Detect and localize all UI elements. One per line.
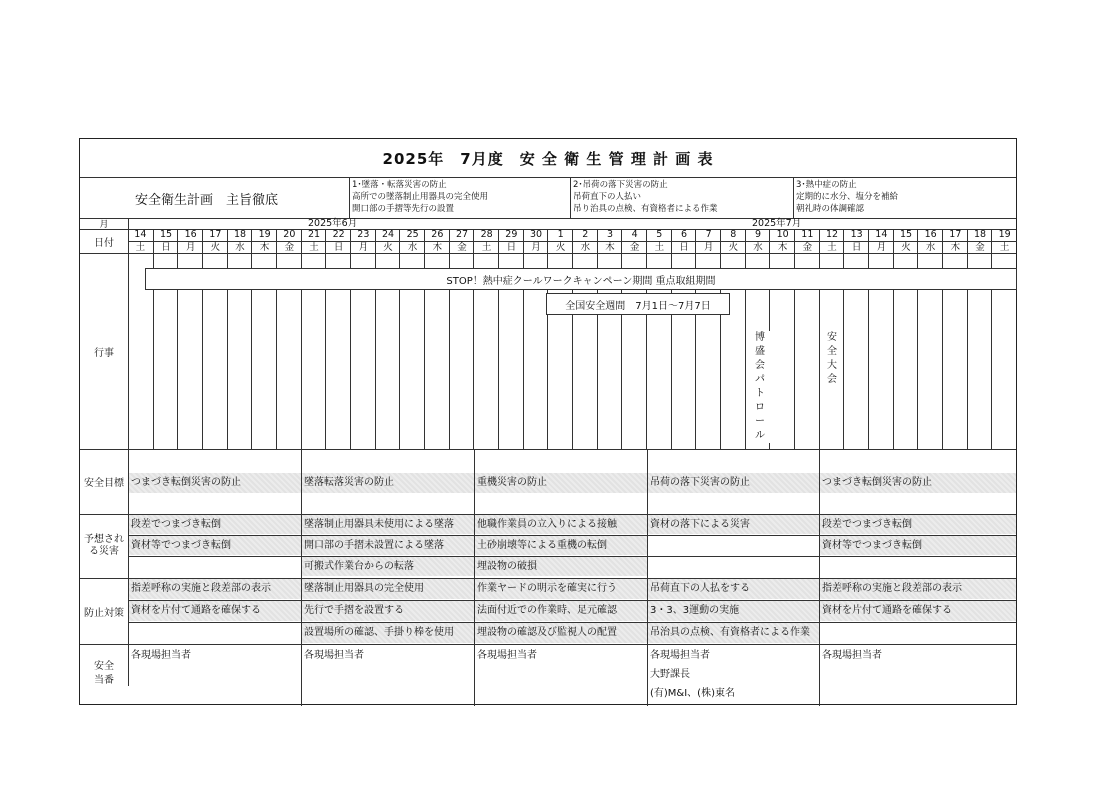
day-number: 18: [968, 229, 993, 242]
day-number: 24: [376, 229, 401, 242]
day-number: 10: [770, 229, 795, 242]
day-weekday: 月: [531, 242, 541, 253]
day-cell: [449, 229, 475, 253]
measure-cell: 墜落制止用器具の完全使用: [302, 579, 474, 599]
hazard-cell: 資材の落下による災害: [648, 515, 819, 534]
day-number: 26: [425, 229, 450, 242]
duty-cell: [304, 646, 364, 665]
day-weekday: 土: [827, 242, 837, 253]
day-cell: [942, 229, 968, 253]
duty-person: 大野課長: [650, 669, 690, 680]
day-cell: [671, 229, 697, 253]
day-number: 29: [499, 229, 524, 242]
day-number: 9: [746, 229, 771, 242]
day-cell: [695, 229, 721, 253]
hazard-cell: 墜落制止用器具未使用による墜落: [302, 515, 474, 534]
day-weekday: 日: [679, 242, 689, 253]
day-number: 20: [277, 229, 302, 242]
safety-rally-event: 安全大会: [822, 331, 842, 387]
day-number: 5: [647, 229, 672, 242]
day-weekday: 金: [284, 242, 295, 253]
patrol-event: 博盛会パトロール: [750, 331, 770, 443]
day-weekday: 水: [580, 242, 591, 253]
day-number: 15: [894, 229, 919, 242]
day-cell: [276, 229, 302, 253]
title-text: 安 全 衛 生 管 理 計 画 表: [519, 149, 714, 168]
day-weekday: 日: [506, 242, 517, 253]
day-weekday: 月: [703, 242, 714, 253]
day-weekday: 金: [457, 242, 467, 253]
hazard-cell: 他職作業員の立入りによる接触: [475, 515, 647, 534]
day-cell: [646, 229, 672, 253]
day-cell: [868, 229, 894, 253]
day-weekday: 土: [481, 242, 492, 253]
measure-cell: 法面付近での作業時、足元確認: [475, 601, 647, 621]
hazard-cell: 段差でつまづき転倒: [129, 515, 301, 534]
measure-cell: 埋設物の確認及び監視人の配置: [475, 623, 647, 643]
hazard-cell: 可搬式作業台からの転落: [302, 557, 474, 576]
title-year: 2025年: [382, 149, 445, 168]
hazard-cell: 資材等でつまづき転倒: [820, 536, 1016, 555]
day-weekday: 土: [654, 242, 665, 253]
measure-cell: 先行で手摺を設置する: [302, 601, 474, 621]
day-number: 17: [943, 229, 968, 242]
day-number: 21: [302, 229, 327, 242]
day-number: 13: [844, 229, 869, 242]
measure-cell: [129, 623, 301, 643]
duty-person: 各現場担当者: [304, 650, 364, 661]
duty-person: 各現場担当者: [650, 650, 710, 661]
month-label: 月: [99, 220, 109, 230]
plan-item-1: 1･墜落・転落災害の防止 高所での墜落制止用器具の完全使用 開口部の手摺等先行の設置: [352, 180, 489, 214]
day-number: 4: [622, 229, 647, 242]
day-cell: [917, 229, 943, 253]
measures-label: 防止対策: [84, 607, 124, 619]
hazards-label: 予想される災害: [84, 534, 124, 557]
hazard-cell: 土砂崩壊等による重機の転倒: [475, 536, 647, 555]
campaign-banner: STOP！熱中症クールワークキャンペーン期間 重点取組期間: [145, 268, 1017, 290]
day-weekday: 木: [777, 242, 788, 253]
day-weekday: 金: [629, 242, 640, 253]
day-number: 2: [573, 229, 598, 242]
day-cell: [424, 229, 450, 253]
day-number: 30: [524, 229, 549, 242]
plan-label: 安全衛生計画 主旨徹底: [135, 193, 279, 208]
day-weekday: 土: [999, 242, 1010, 253]
day-weekday: 木: [605, 242, 615, 253]
day-weekday: 土: [309, 242, 319, 253]
day-weekday: 日: [161, 242, 171, 253]
day-number: 1: [548, 229, 573, 242]
page-title: [80, 139, 1016, 177]
day-weekday: 月: [185, 242, 196, 253]
day-number: 14: [869, 229, 894, 242]
duty-person: 各現場担当者: [822, 650, 882, 661]
day-weekday: 火: [901, 242, 911, 253]
measure-cell: 吊治具の点検、有資格者による作業: [648, 623, 819, 643]
duty-cell: [131, 646, 191, 665]
day-cell: [572, 229, 598, 253]
day-cell: [301, 229, 327, 253]
measure-cell: [820, 623, 1016, 643]
duty-cell: [822, 646, 882, 665]
day-number: 15: [154, 229, 179, 242]
duty-person: (有)M&I、(株)東名: [650, 688, 735, 699]
day-cell: [893, 229, 919, 253]
goal-1: つまづき転倒災害の防止: [129, 473, 301, 493]
day-cell: [547, 229, 573, 253]
measure-grid: [80, 578, 1016, 644]
day-weekday: 木: [259, 242, 270, 253]
day-cell: [819, 229, 845, 253]
day-cell: [227, 229, 253, 253]
hazard-cell: [820, 557, 1016, 576]
month-july: 2025年7月: [752, 218, 802, 229]
measure-cell: 設置場所の確認、手掛り棒を使用: [302, 623, 474, 643]
day-number: 27: [450, 229, 475, 242]
day-cell: [128, 229, 153, 253]
day-number: 23: [351, 229, 376, 242]
day-weekday: 水: [407, 242, 418, 253]
goal-5: つまづき転倒災害の防止: [820, 473, 1016, 493]
day-cell: [350, 229, 376, 253]
measure-cell: 資材を片付て通路を確保する: [129, 601, 301, 621]
goal-3: 重機災害の防止: [475, 473, 647, 493]
duty-person: 各現場担当者: [477, 650, 537, 661]
day-cell: [967, 229, 993, 253]
day-weekday: 火: [728, 242, 739, 253]
duty-person: 各現場担当者: [131, 650, 191, 661]
day-cell: [325, 229, 351, 253]
day-cell: [597, 229, 623, 253]
day-cell: [720, 229, 746, 253]
day-cell: [399, 229, 425, 253]
day-cell: [991, 229, 1017, 253]
day-number: 3: [598, 229, 623, 242]
day-cell: [177, 229, 203, 253]
duty-grid: [80, 644, 1016, 704]
measure-cell: 指差呼称の実施と段差部の表示: [820, 579, 1016, 599]
day-cell: [621, 229, 647, 253]
goal-2: 墜落転落災害の防止: [302, 473, 474, 493]
hazard-cell: 開口部の手摺未設置による墜落: [302, 536, 474, 555]
hazard-cell: [648, 536, 819, 555]
day-weekday: 月: [358, 242, 369, 253]
goals-label: 安全目標: [84, 478, 124, 489]
day-number: 19: [992, 229, 1017, 242]
day-cell: [202, 229, 228, 253]
goal-4: 吊荷の落下災害の防止: [648, 473, 819, 493]
day-number: 16: [178, 229, 203, 242]
day-number: 12: [820, 229, 845, 242]
day-cell: [745, 229, 771, 253]
day-cell: [769, 229, 795, 253]
safety-week-banner: 全国安全週間 7月1日～7月7日: [546, 293, 730, 315]
day-number: 25: [400, 229, 425, 242]
day-weekday: 月: [876, 242, 887, 253]
day-weekday: 木: [432, 242, 443, 253]
day-number: 11: [795, 229, 820, 242]
day-number: 6: [672, 229, 697, 242]
day-weekday: 金: [975, 242, 985, 253]
measure-cell: 資材を片付て通路を確保する: [820, 601, 1016, 621]
hazard-cell: [129, 557, 301, 576]
day-cell: [843, 229, 869, 253]
duty-cell: [477, 646, 537, 665]
day-number: 14: [128, 229, 153, 242]
duty-label: 安全当番: [94, 661, 114, 686]
day-header-row: [128, 229, 1016, 253]
day-weekday: 水: [753, 242, 763, 253]
hazard-cell: 資材等でつまづき転倒: [129, 536, 301, 555]
day-weekday: 火: [383, 242, 393, 253]
day-number: 28: [474, 229, 499, 242]
day-weekday: 水: [925, 242, 936, 253]
day-number: 22: [326, 229, 351, 242]
day-weekday: 日: [851, 242, 862, 253]
day-cell: [251, 229, 277, 253]
day-number: 16: [918, 229, 943, 242]
measure-cell: 指差呼称の実施と段差部の表示: [129, 579, 301, 599]
duty-cell: [650, 646, 735, 703]
day-weekday: 土: [135, 242, 146, 253]
month-june: 2025年6月: [308, 218, 358, 229]
day-number: 7: [696, 229, 721, 242]
day-cell: [794, 229, 820, 253]
measure-cell: 吊荷直下の人払をする: [648, 579, 819, 599]
day-weekday: 火: [210, 242, 221, 253]
day-number: 8: [721, 229, 746, 242]
measure-cell: 3・3、3運動の実施: [648, 601, 819, 621]
day-number: 18: [228, 229, 253, 242]
title-month: 7月度: [460, 149, 504, 168]
measure-cell: 作業ヤードの明示を確実に行う: [475, 579, 647, 599]
day-cell: [473, 229, 499, 253]
day-weekday: 火: [555, 242, 566, 253]
day-cell: [498, 229, 524, 253]
day-number: 17: [203, 229, 228, 242]
hazard-cell: 埋設物の破損: [475, 557, 647, 576]
safety-plan-sheet: [79, 138, 1017, 705]
day-cell: [523, 229, 549, 253]
day-cell: [153, 229, 179, 253]
day-number: 19: [252, 229, 277, 242]
hazard-cell: [648, 557, 819, 576]
day-weekday: 金: [802, 242, 813, 253]
hazard-cell: 段差でつまづき転倒: [820, 515, 1016, 534]
plan-item-3: 3･熱中症の防止 定期的に水分、塩分を補給 朝礼時の体調確認: [796, 180, 899, 214]
day-weekday: 木: [950, 242, 961, 253]
day-cell: [375, 229, 401, 253]
events-label: 行事: [94, 347, 114, 359]
date-label: 日付: [94, 237, 114, 249]
hazard-grid: [80, 514, 1016, 578]
day-weekday: 日: [333, 242, 344, 253]
plan-item-2: 2･吊荷の落下災害の防止 吊荷直下の人払い 吊り治具の点検、有資格者による作業: [573, 180, 718, 214]
day-weekday: 水: [235, 242, 245, 253]
